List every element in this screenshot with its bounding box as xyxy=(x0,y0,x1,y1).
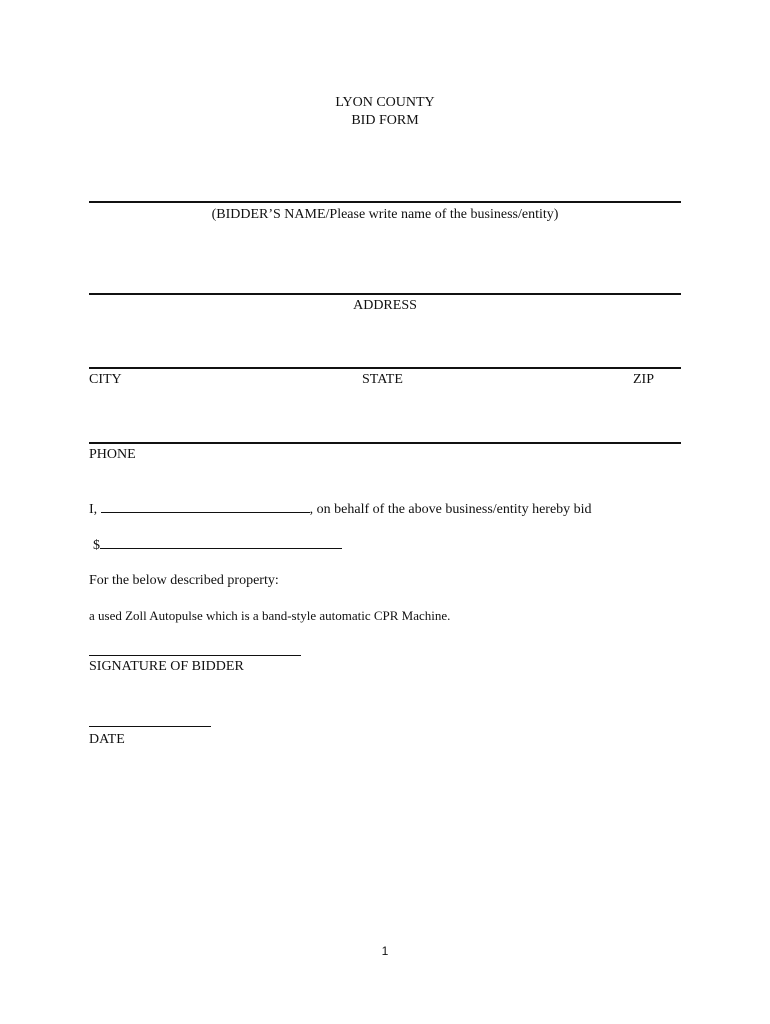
date-label: DATE xyxy=(89,732,125,747)
city-label: CITY xyxy=(89,372,122,387)
bid-amount-blank[interactable] xyxy=(100,536,342,549)
address-label: ADDRESS xyxy=(353,298,417,313)
date-line[interactable] xyxy=(89,726,211,727)
property-description: a used Zoll Autopulse which is a band-style automatic CPR Machine. xyxy=(89,608,451,623)
signature-line[interactable] xyxy=(89,655,301,656)
phone-field-line[interactable] xyxy=(89,442,681,444)
phone-label: PHONE xyxy=(89,447,136,462)
city-state-zip-field-line[interactable] xyxy=(89,367,681,369)
bid-amount-row xyxy=(93,536,342,554)
zip-label: ZIP xyxy=(633,372,654,387)
property-intro: For the below described property: xyxy=(89,573,279,588)
signature-label: SIGNATURE OF BIDDER xyxy=(89,659,244,674)
bidder-name-label: (BIDDER’S NAME/Please write name of the business/entity) xyxy=(211,207,559,222)
address-field-line[interactable] xyxy=(89,293,681,295)
form-title: BID FORM xyxy=(351,113,419,128)
county-heading: LYON COUNTY xyxy=(335,95,435,110)
bid-statement xyxy=(89,500,592,518)
state-label: STATE xyxy=(362,372,403,387)
bid-statement-suffix: , on behalf of the above business/entity hereby bid xyxy=(309,502,592,517)
page-number: 1 xyxy=(381,944,389,958)
bidder-individual-name-blank[interactable] xyxy=(101,500,310,513)
bidder-name-field-line[interactable] xyxy=(89,201,681,203)
bid-statement-prefix: I, xyxy=(89,502,98,517)
dollar-sign: $ xyxy=(93,538,100,553)
